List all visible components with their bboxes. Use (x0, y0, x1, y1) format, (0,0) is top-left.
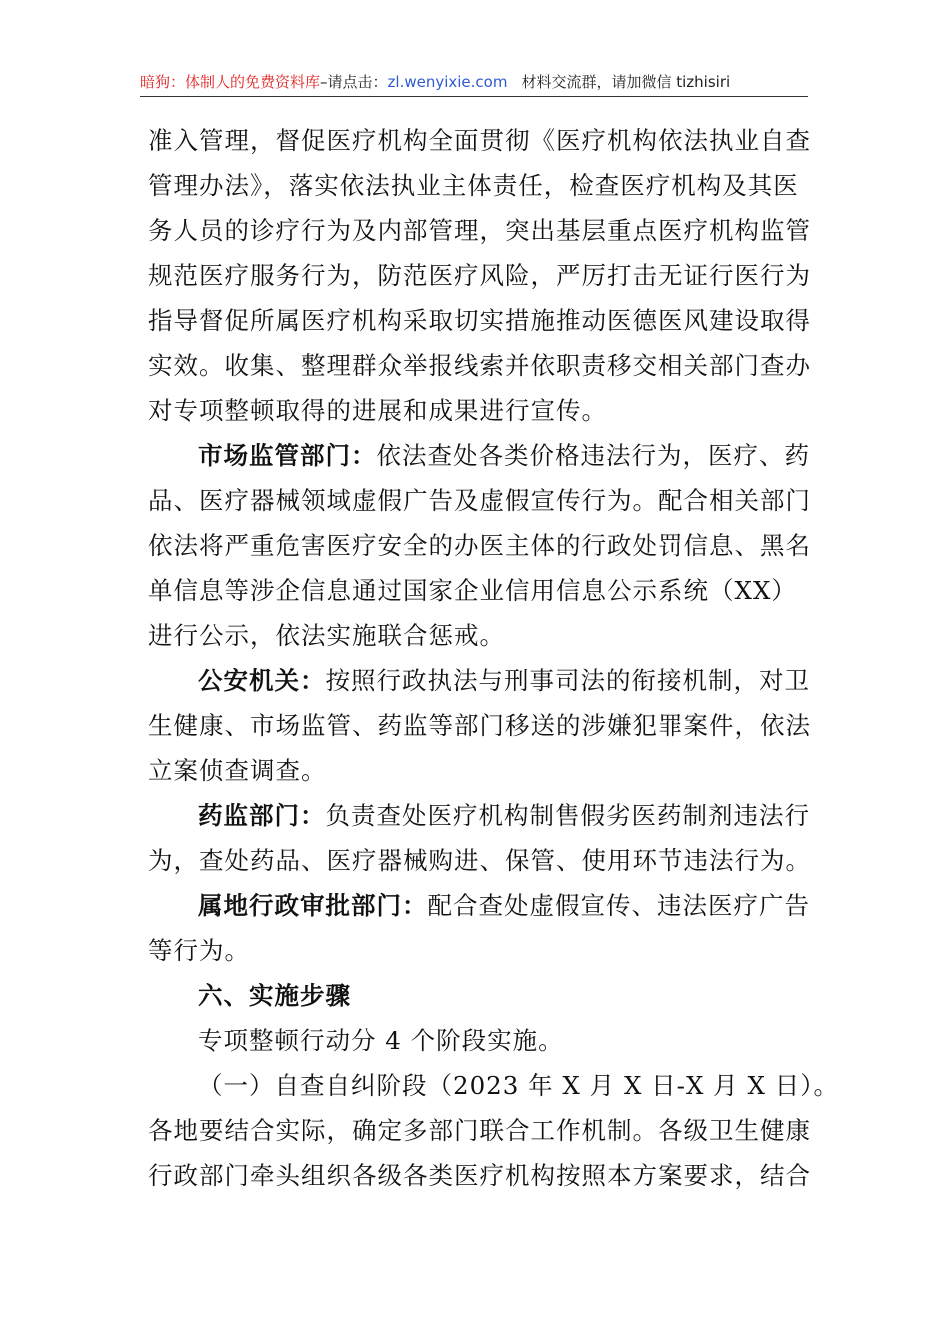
text-line: 各地要结合实际，确定多部门联合工作机制。各级卫生健康 (148, 1116, 811, 1145)
paragraph-stages-intro (148, 1018, 812, 1063)
text-line: 属地行政审批部门：配合查处虚假宣传、违法医疗广告 (198, 891, 810, 920)
text-line: 为，查处药品、医疗器械购进、保管、使用环节违法行为。 (148, 846, 811, 875)
text-line: 依法将严重危害医疗安全的办医主体的行政处罚信息、黑名 (148, 531, 811, 560)
text-line: 立案侦查调查。 (148, 756, 327, 785)
text-line: 准入管理，督促医疗机构全面贯彻《医疗机构依法执业自查 (148, 126, 811, 155)
drug-supervision-label: 药监部门： (198, 801, 326, 830)
text-line: 规范医疗服务行为，防范医疗风险，严厉打击无证行医行为 (148, 261, 811, 290)
header-brand: 暗狗：体制人的免费资料库 (140, 73, 321, 91)
header-url-link[interactable]: zl.wenyixie.com (387, 73, 508, 91)
paragraph-self-inspection-stage (148, 1063, 839, 1198)
text-line: 单信息等涉企信息通过国家企业信用信息公示系统（XX） (148, 576, 797, 605)
text-line: 管理办法》，落实依法执业主体责任，检查医疗机构及其医 (148, 171, 799, 200)
text-line: 指导督促所属医疗机构采取切实措施推动医德医风建设取得 (148, 306, 811, 335)
header-contact: 材料交流群，请加微信 tizhisiri (521, 73, 731, 91)
page-header (140, 70, 808, 94)
text-line: 等行为。 (148, 936, 250, 965)
text-line: 专项整顿行动分 4 个阶段实施。 (198, 1026, 564, 1055)
section-heading-implementation-steps (148, 973, 812, 1018)
header-divider (140, 96, 808, 97)
text-line: 药监部门：负责查处医疗机构制售假劣医药制剂违法行 (198, 801, 810, 830)
text-line: 对专项整顿取得的进展和成果进行宣传。 (148, 396, 607, 425)
text-line: 市场监管部门：依法查处各类价格违法行为，医疗、药 (198, 441, 810, 470)
paragraph-drug-supervision (148, 793, 812, 883)
text-line: 进行公示，依法实施联合惩戒。 (148, 621, 505, 650)
paragraph-health-duties (148, 118, 812, 433)
section-heading: 六、实施步骤 (198, 981, 351, 1010)
text-line: 公安机关：按照行政执法与刑事司法的衔接机制，对卫 (198, 666, 810, 695)
paragraph-police (148, 658, 812, 793)
paragraph-market-supervision (148, 433, 812, 658)
header-prompt: –请点击： (320, 73, 388, 91)
admin-approval-label: 属地行政审批部门： (198, 891, 428, 920)
text-line: 务人员的诊疗行为及内部管理，突出基层重点医疗机构监管 (148, 216, 811, 245)
text-line: 行政部门牵头组织各级各类医疗机构按照本方案要求，结合 (148, 1161, 811, 1190)
paragraph-admin-approval (148, 883, 812, 973)
text-line: （一）自查自纠阶段（2023 年 X 月 X 日-X 月 X 日）。 (198, 1071, 839, 1100)
text-line: 实效。收集、整理群众举报线索并依职责移交相关部门查办 (148, 351, 811, 380)
police-label: 公安机关： (198, 666, 326, 695)
text-line: 品、医疗器械领域虚假广告及虚假宣传行为。配合相关部门 (148, 486, 811, 515)
document-body (148, 118, 839, 1198)
market-supervision-label: 市场监管部门： (198, 441, 377, 470)
text-line: 生健康、市场监管、药监等部门移送的涉嫌犯罪案件，依法 (148, 711, 811, 740)
